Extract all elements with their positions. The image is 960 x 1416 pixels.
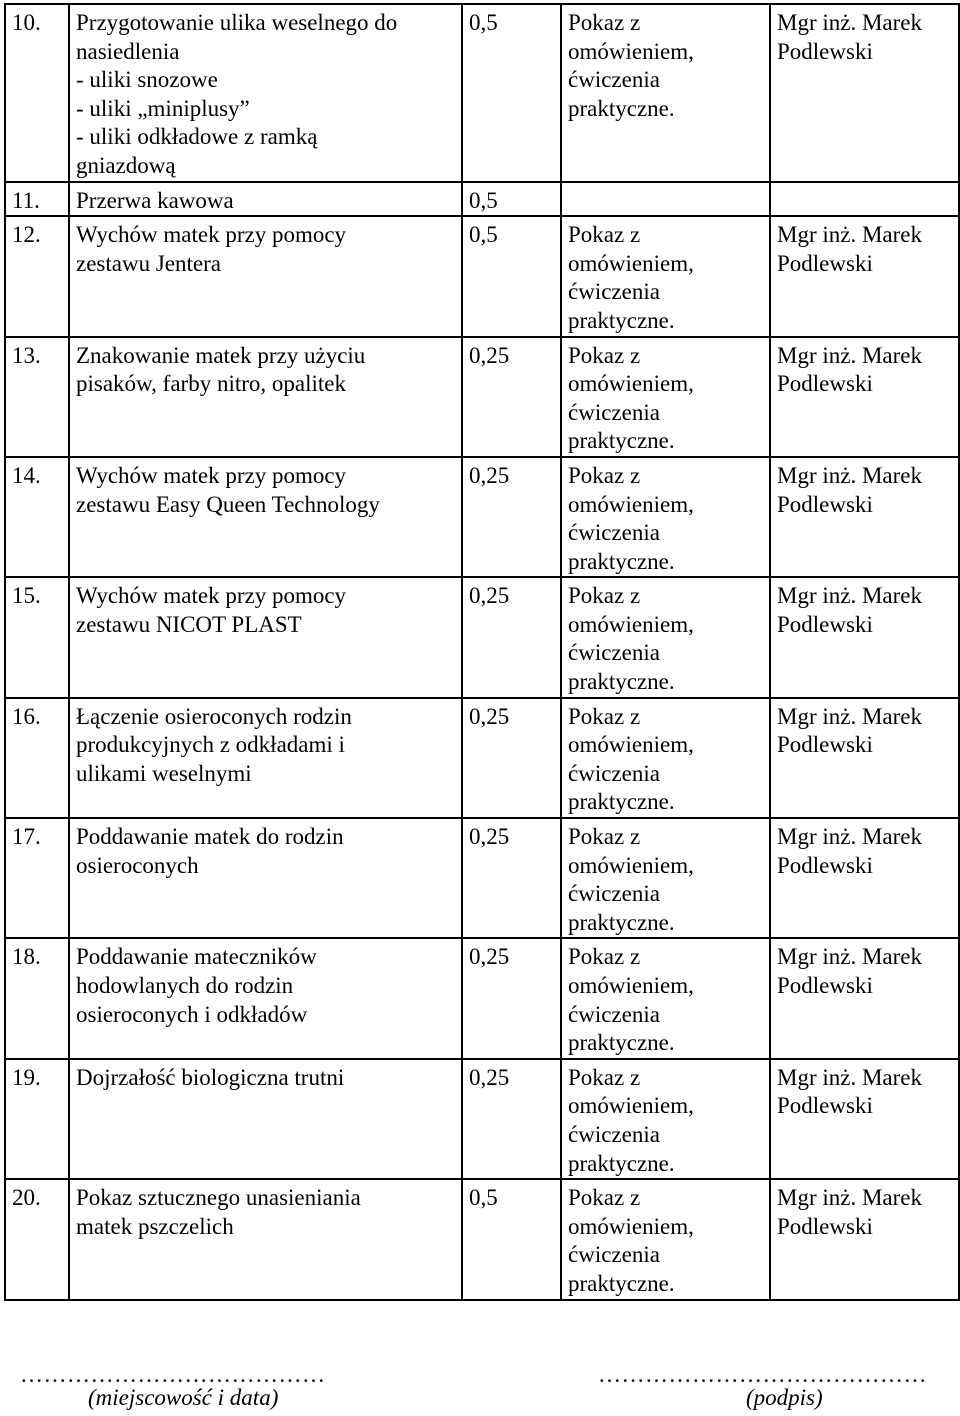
table-row bbox=[5, 4, 959, 182]
topic-line: Wychów matek przy pomocy bbox=[76, 462, 347, 488]
class-form-line: ćwiczenia bbox=[568, 1121, 660, 1147]
instructor-cell bbox=[770, 4, 959, 182]
instructor-line: Mgr inż. Marek bbox=[777, 10, 922, 35]
class-form-line: Pokaz z bbox=[568, 703, 641, 729]
hours-cell bbox=[462, 698, 561, 818]
hours-value: 0,25 bbox=[469, 703, 510, 729]
row-number: 20. bbox=[12, 1185, 41, 1211]
row-number: 15. bbox=[12, 583, 41, 609]
instructor-line: Mgr inż. Marek bbox=[777, 342, 922, 368]
class-form-line: Pokaz z bbox=[568, 462, 641, 488]
table-row bbox=[5, 216, 959, 336]
row-number-cell bbox=[5, 938, 69, 1058]
class-form-line: praktyczne. bbox=[568, 1270, 675, 1296]
row-number-cell bbox=[5, 818, 69, 938]
hours-cell bbox=[462, 577, 561, 697]
topic-line: zestawu Easy Queen Technology bbox=[76, 491, 380, 517]
row-number-cell bbox=[5, 698, 69, 818]
instructor-line: Mgr inż. Marek bbox=[777, 703, 922, 729]
topic-line: Pokaz sztucznego unasieniania bbox=[76, 1185, 361, 1211]
row-number-cell bbox=[5, 182, 69, 217]
hours-value: 0,25 bbox=[469, 824, 510, 850]
class-form-line: omówieniem, bbox=[568, 1213, 694, 1239]
hours-value: 0,25 bbox=[469, 1064, 510, 1090]
table-row bbox=[5, 1059, 959, 1179]
instructor-line: Mgr inż. Marek bbox=[777, 1064, 922, 1090]
topic-line: hodowlanych do rodzin bbox=[76, 973, 294, 998]
instructor-cell bbox=[770, 216, 959, 336]
topic-cell bbox=[69, 938, 462, 1058]
class-form-line: ćwiczenia bbox=[568, 760, 660, 786]
instructor-line: Podlewski bbox=[777, 732, 873, 758]
topic-line: matek pszczelich bbox=[76, 1213, 234, 1239]
hours-value: 0,5 bbox=[469, 222, 498, 248]
topic-cell bbox=[69, 457, 462, 577]
hours-cell bbox=[462, 337, 561, 457]
row-number-cell bbox=[5, 1179, 69, 1299]
topic-line: osieroconych bbox=[76, 852, 199, 878]
row-number: 17. bbox=[12, 824, 41, 850]
class-form-cell bbox=[561, 1179, 770, 1299]
topic-line: Znakowanie matek przy użyciu bbox=[76, 342, 366, 368]
instructor-line: Podlewski bbox=[777, 973, 873, 998]
topic-cell bbox=[69, 4, 462, 182]
topic-line: ulikami weselnymi bbox=[76, 760, 252, 786]
class-form-cell bbox=[561, 698, 770, 818]
class-form-line: Pokaz z bbox=[568, 342, 641, 368]
topic-line: Przygotowanie ulika weselnego do bbox=[76, 10, 398, 35]
class-form-line: omówieniem, bbox=[568, 852, 694, 878]
class-form-line: ćwiczenia bbox=[568, 1001, 660, 1027]
row-number: 16. bbox=[12, 703, 41, 729]
class-form-cell bbox=[561, 818, 770, 938]
topic-line: - uliki odkładowe z ramką bbox=[76, 124, 318, 150]
instructor-line: Mgr inż. Marek bbox=[777, 462, 922, 488]
class-form-line: praktyczne. bbox=[568, 909, 675, 935]
row-number: 14. bbox=[12, 462, 41, 488]
class-form-line: omówieniem, bbox=[568, 732, 694, 758]
topic-line: gniazdową bbox=[76, 152, 176, 178]
table-row bbox=[5, 457, 959, 577]
row-number-cell bbox=[5, 216, 69, 336]
hours-cell bbox=[462, 4, 561, 182]
class-form-cell bbox=[561, 4, 770, 182]
class-form-line: Pokaz z bbox=[568, 1064, 641, 1090]
class-form-cell bbox=[561, 337, 770, 457]
class-form-line: omówieniem, bbox=[568, 491, 694, 517]
topic-cell bbox=[69, 1059, 462, 1179]
instructor-line: Mgr inż. Marek bbox=[777, 583, 922, 609]
row-number-cell bbox=[5, 1059, 69, 1179]
topic-line: Poddawanie matek do rodzin bbox=[76, 824, 344, 850]
topic-line: - uliki „miniplusy” bbox=[76, 95, 250, 121]
instructor-line: Mgr inż. Marek bbox=[777, 944, 922, 970]
topic-line: osieroconych i odkładów bbox=[76, 1001, 308, 1027]
class-form-cell bbox=[561, 577, 770, 697]
instructor-cell bbox=[770, 938, 959, 1058]
class-form-line: ćwiczenia bbox=[568, 279, 660, 305]
instructor-line: Podlewski bbox=[777, 1213, 873, 1239]
class-form-line: ćwiczenia bbox=[568, 67, 660, 93]
class-form-line: Pokaz z bbox=[568, 824, 641, 850]
row-number: 19. bbox=[12, 1064, 41, 1090]
row-number-cell bbox=[5, 4, 69, 182]
class-form-cell bbox=[561, 938, 770, 1058]
topic-cell bbox=[69, 1179, 462, 1299]
instructor-cell bbox=[770, 818, 959, 938]
row-number-cell bbox=[5, 457, 69, 577]
table-row bbox=[5, 698, 959, 818]
instructor-line: Podlewski bbox=[777, 371, 873, 397]
instructor-cell bbox=[770, 182, 959, 217]
topic-line: Przerwa kawowa bbox=[76, 187, 234, 213]
class-form-cell bbox=[561, 182, 770, 217]
class-form-line: praktyczne. bbox=[568, 428, 675, 454]
hours-cell bbox=[462, 182, 561, 217]
topic-cell bbox=[69, 818, 462, 938]
table-row bbox=[5, 818, 959, 938]
topic-cell bbox=[69, 182, 462, 217]
hours-cell bbox=[462, 1059, 561, 1179]
hours-value: 0,25 bbox=[469, 944, 510, 970]
class-form-line: Pokaz z bbox=[568, 1185, 641, 1211]
class-form-line: ćwiczenia bbox=[568, 1242, 660, 1268]
class-form-line: Pokaz z bbox=[568, 222, 641, 248]
instructor-cell bbox=[770, 698, 959, 818]
topic-cell bbox=[69, 216, 462, 336]
class-form-line: praktyczne. bbox=[568, 95, 675, 121]
hours-cell bbox=[462, 938, 561, 1058]
schedule-table bbox=[4, 3, 960, 1301]
class-form-line: ćwiczenia bbox=[568, 399, 660, 425]
place-date-caption: (miejscowość i data) bbox=[88, 1385, 279, 1410]
hours-value: 0,25 bbox=[469, 583, 510, 609]
class-form-cell bbox=[561, 216, 770, 336]
class-form-line: ćwiczenia bbox=[568, 881, 660, 907]
class-form-line: omówieniem, bbox=[568, 250, 694, 276]
topic-line: zestawu Jentera bbox=[76, 250, 221, 276]
instructor-cell bbox=[770, 337, 959, 457]
topic-line: Dojrzałość biologiczna trutni bbox=[76, 1064, 345, 1090]
hours-cell bbox=[462, 457, 561, 577]
instructor-line: Mgr inż. Marek bbox=[777, 222, 922, 248]
topic-line: - uliki snozowe bbox=[76, 67, 218, 93]
table-row bbox=[5, 577, 959, 697]
topic-cell bbox=[69, 577, 462, 697]
instructor-line: Podlewski bbox=[777, 852, 873, 878]
hours-cell bbox=[462, 818, 561, 938]
topic-line: produkcyjnych z odkładami i bbox=[76, 732, 345, 758]
row-number: 13. bbox=[12, 342, 41, 368]
instructor-cell bbox=[770, 1059, 959, 1179]
instructor-line: Podlewski bbox=[777, 1093, 873, 1119]
signature-caption: (podpis) bbox=[746, 1385, 823, 1410]
topic-line: Łączenie osieroconych rodzin bbox=[76, 703, 352, 729]
class-form-line: Pokaz z bbox=[568, 10, 641, 35]
class-form-line: omówieniem, bbox=[568, 371, 694, 397]
class-form-line: Pokaz z bbox=[568, 944, 641, 970]
class-form-line: omówieniem, bbox=[568, 611, 694, 637]
class-form-line: Pokaz z bbox=[568, 583, 641, 609]
signature-dotted-line: …………………………………… bbox=[598, 1362, 927, 1387]
row-number-cell bbox=[5, 577, 69, 697]
class-form-line: praktyczne. bbox=[568, 307, 675, 333]
hours-value: 0,25 bbox=[469, 462, 510, 488]
instructor-line: Mgr inż. Marek bbox=[777, 1185, 922, 1211]
class-form-line: praktyczne. bbox=[568, 548, 675, 574]
table-row bbox=[5, 182, 959, 217]
instructor-cell bbox=[770, 1179, 959, 1299]
instructor-line: Podlewski bbox=[777, 38, 873, 64]
topic-cell bbox=[69, 698, 462, 818]
instructor-line: Podlewski bbox=[777, 611, 873, 637]
class-form-line: praktyczne. bbox=[568, 1030, 675, 1056]
topic-line: Wychów matek przy pomocy bbox=[76, 222, 347, 248]
row-number-cell bbox=[5, 337, 69, 457]
class-form-line: praktyczne. bbox=[568, 1150, 675, 1176]
hours-value: 0,5 bbox=[469, 187, 498, 213]
row-number: 18. bbox=[12, 944, 41, 970]
row-number: 12. bbox=[12, 222, 41, 248]
schedule-body bbox=[5, 4, 959, 1300]
instructor-cell bbox=[770, 577, 959, 697]
class-form-line: omówieniem, bbox=[568, 38, 694, 64]
topic-line: Poddawanie mateczników bbox=[76, 944, 317, 970]
hours-cell bbox=[462, 216, 561, 336]
row-number: 10. bbox=[12, 10, 41, 35]
hours-value: 0,5 bbox=[469, 1185, 498, 1211]
class-form-line: praktyczne. bbox=[568, 669, 675, 695]
table-row bbox=[5, 1179, 959, 1299]
topic-cell bbox=[69, 337, 462, 457]
class-form-line: praktyczne. bbox=[568, 789, 675, 815]
instructor-line: Mgr inż. Marek bbox=[777, 824, 922, 850]
topic-line: Wychów matek przy pomocy bbox=[76, 583, 347, 609]
instructor-line: Podlewski bbox=[777, 250, 873, 276]
table-row bbox=[5, 938, 959, 1058]
class-form-line: ćwiczenia bbox=[568, 640, 660, 666]
topic-line: nasiedlenia bbox=[76, 38, 180, 64]
class-form-cell bbox=[561, 457, 770, 577]
instructor-line: Podlewski bbox=[777, 491, 873, 517]
hours-value: 0,5 bbox=[469, 10, 498, 35]
class-form-line: omówieniem, bbox=[568, 1093, 694, 1119]
topic-line: zestawu NICOT PLAST bbox=[76, 611, 302, 637]
topic-line: pisaków, farby nitro, opalitek bbox=[76, 371, 346, 397]
table-row bbox=[5, 337, 959, 457]
class-form-line: ćwiczenia bbox=[568, 520, 660, 546]
class-form-cell bbox=[561, 1059, 770, 1179]
hours-cell bbox=[462, 1179, 561, 1299]
hours-value: 0,25 bbox=[469, 342, 510, 368]
place-date-dotted-line: ………………………………… bbox=[20, 1362, 326, 1387]
instructor-cell bbox=[770, 457, 959, 577]
row-number: 11. bbox=[12, 187, 40, 213]
class-form-line: omówieniem, bbox=[568, 973, 694, 998]
